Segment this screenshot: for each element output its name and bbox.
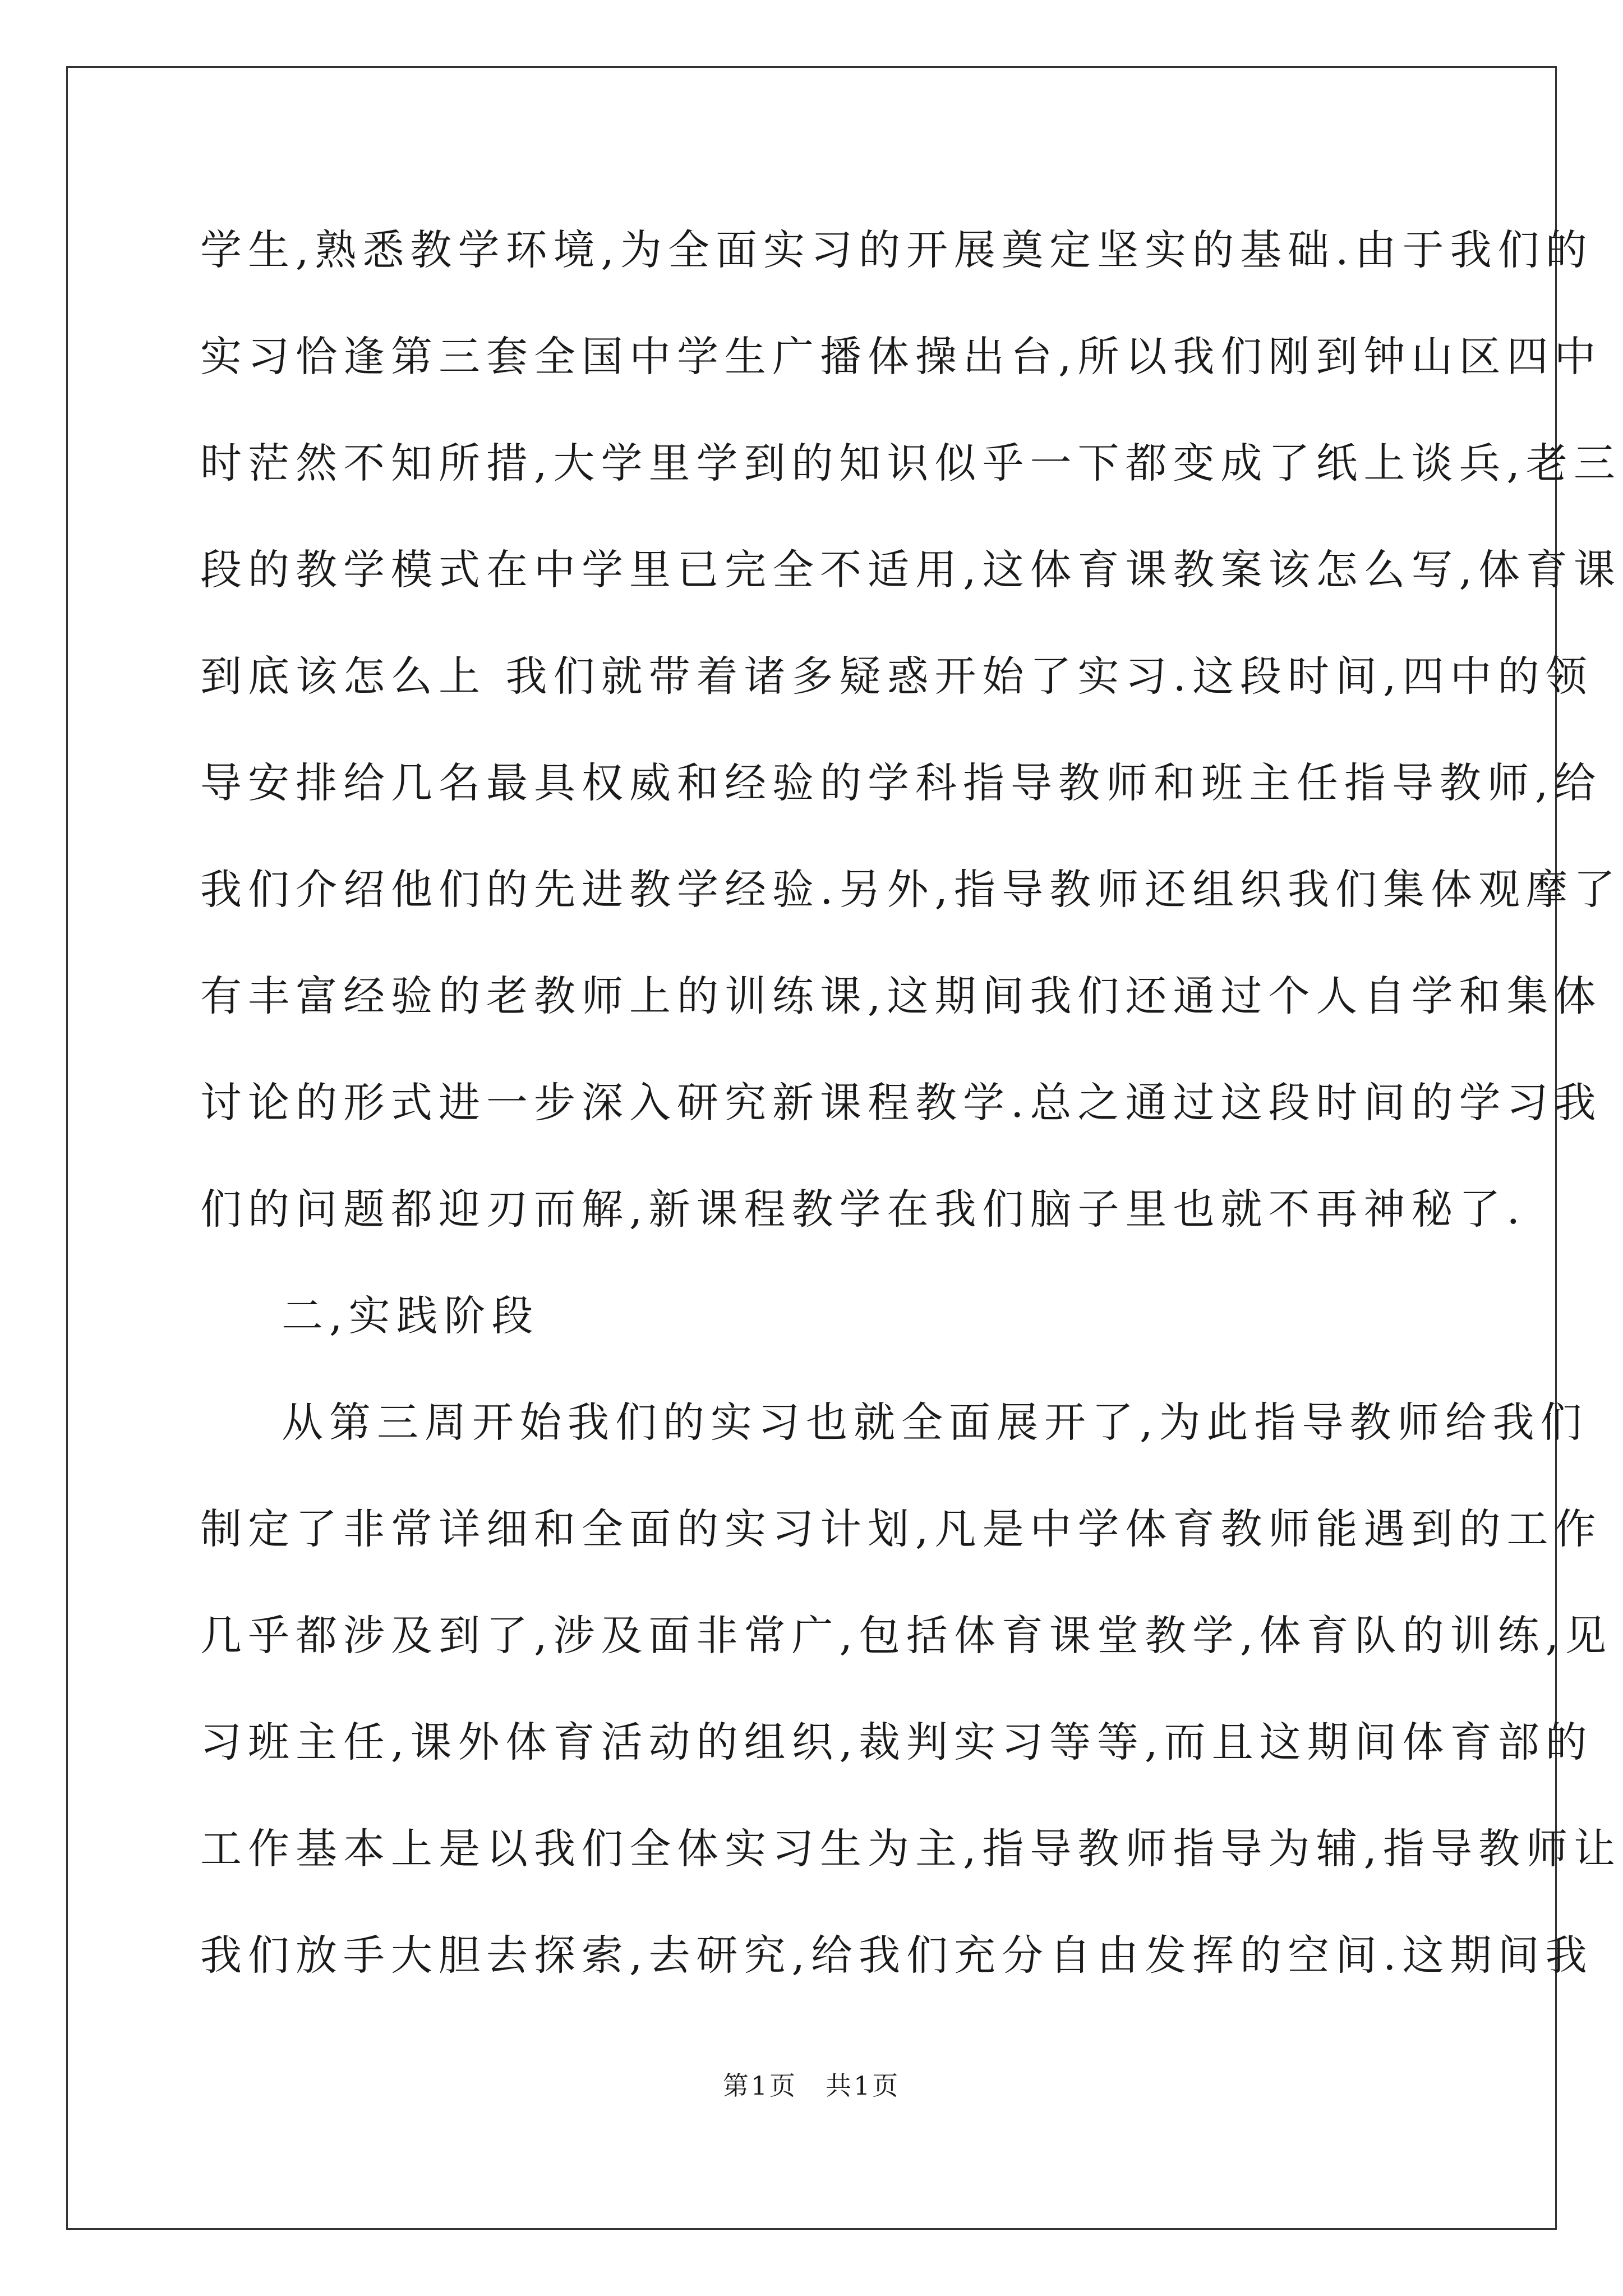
body-text-line: 从第三周开始我们的实习也就全面展开了,为此指导教师给我们 — [282, 1398, 1588, 1447]
body-text-line: 实习恰逢第三套全国中学生广播体操出台,所以我们刚到钟山区四中 — [200, 333, 1602, 381]
page-number-footer: 第1页 共1页 — [722, 2070, 901, 2101]
body-text-line: 工作基本上是以我们全体实习生为主,指导教师指导为辅,指导教师让 — [200, 1825, 1622, 1873]
page-border — [66, 66, 1622, 2230]
body-text-line: 有丰富经验的老教师上的训练课,这期间我们还通过个人自学和集体 — [200, 972, 1602, 1020]
body-text-line: 段的教学模式在中学里已完全不适用,这体育课教案该怎么写,体育课 — [200, 546, 1622, 594]
body-text-line: 时茫然不知所措,大学里学到的知识似乎一下都变成了纸上谈兵,老三 — [200, 439, 1622, 487]
body-text-line: 导安排给几名最具权威和经验的学科指导教师和班主任指导教师,给 — [200, 759, 1602, 807]
body-text-line: 习班主任,课外体育活动的组织,裁判实习等等,而且这期间体育部的 — [200, 1718, 1593, 1766]
body-text-line: 们的问题都迎刃而解,新课程教学在我们脑子里也就不再神秘了. — [200, 1185, 1527, 1234]
body-text-line: 制定了非常详细和全面的实习计划,凡是中学体育教师能遇到的工作 — [200, 1505, 1602, 1553]
body-text-line: 讨论的形式进一步深入研究新课程教学.总之通过这段时间的学习我 — [200, 1079, 1602, 1127]
body-text-line: 我们放手大胆去探索,去研究,给我们充分自由发挥的空间.这期间我 — [200, 1931, 1593, 1980]
body-text-line: 几乎都涉及到了,涉及面非常广,包括体育课堂教学,体育队的训练,见 — [200, 1612, 1613, 1660]
body-text-line: 学生,熟悉教学环境,为全面实习的开展奠定坚实的基础.由于我们的 — [200, 226, 1593, 274]
body-text-line: 到底该怎么上 我们就带着诸多疑惑开始了实习.这段时间,四中的领 — [200, 652, 1593, 701]
section-heading: 二,实践阶段 — [282, 1292, 540, 1340]
body-text-line: 我们介绍他们的先进教学经验.另外,指导教师还组织我们集体观摩了 — [200, 866, 1622, 914]
